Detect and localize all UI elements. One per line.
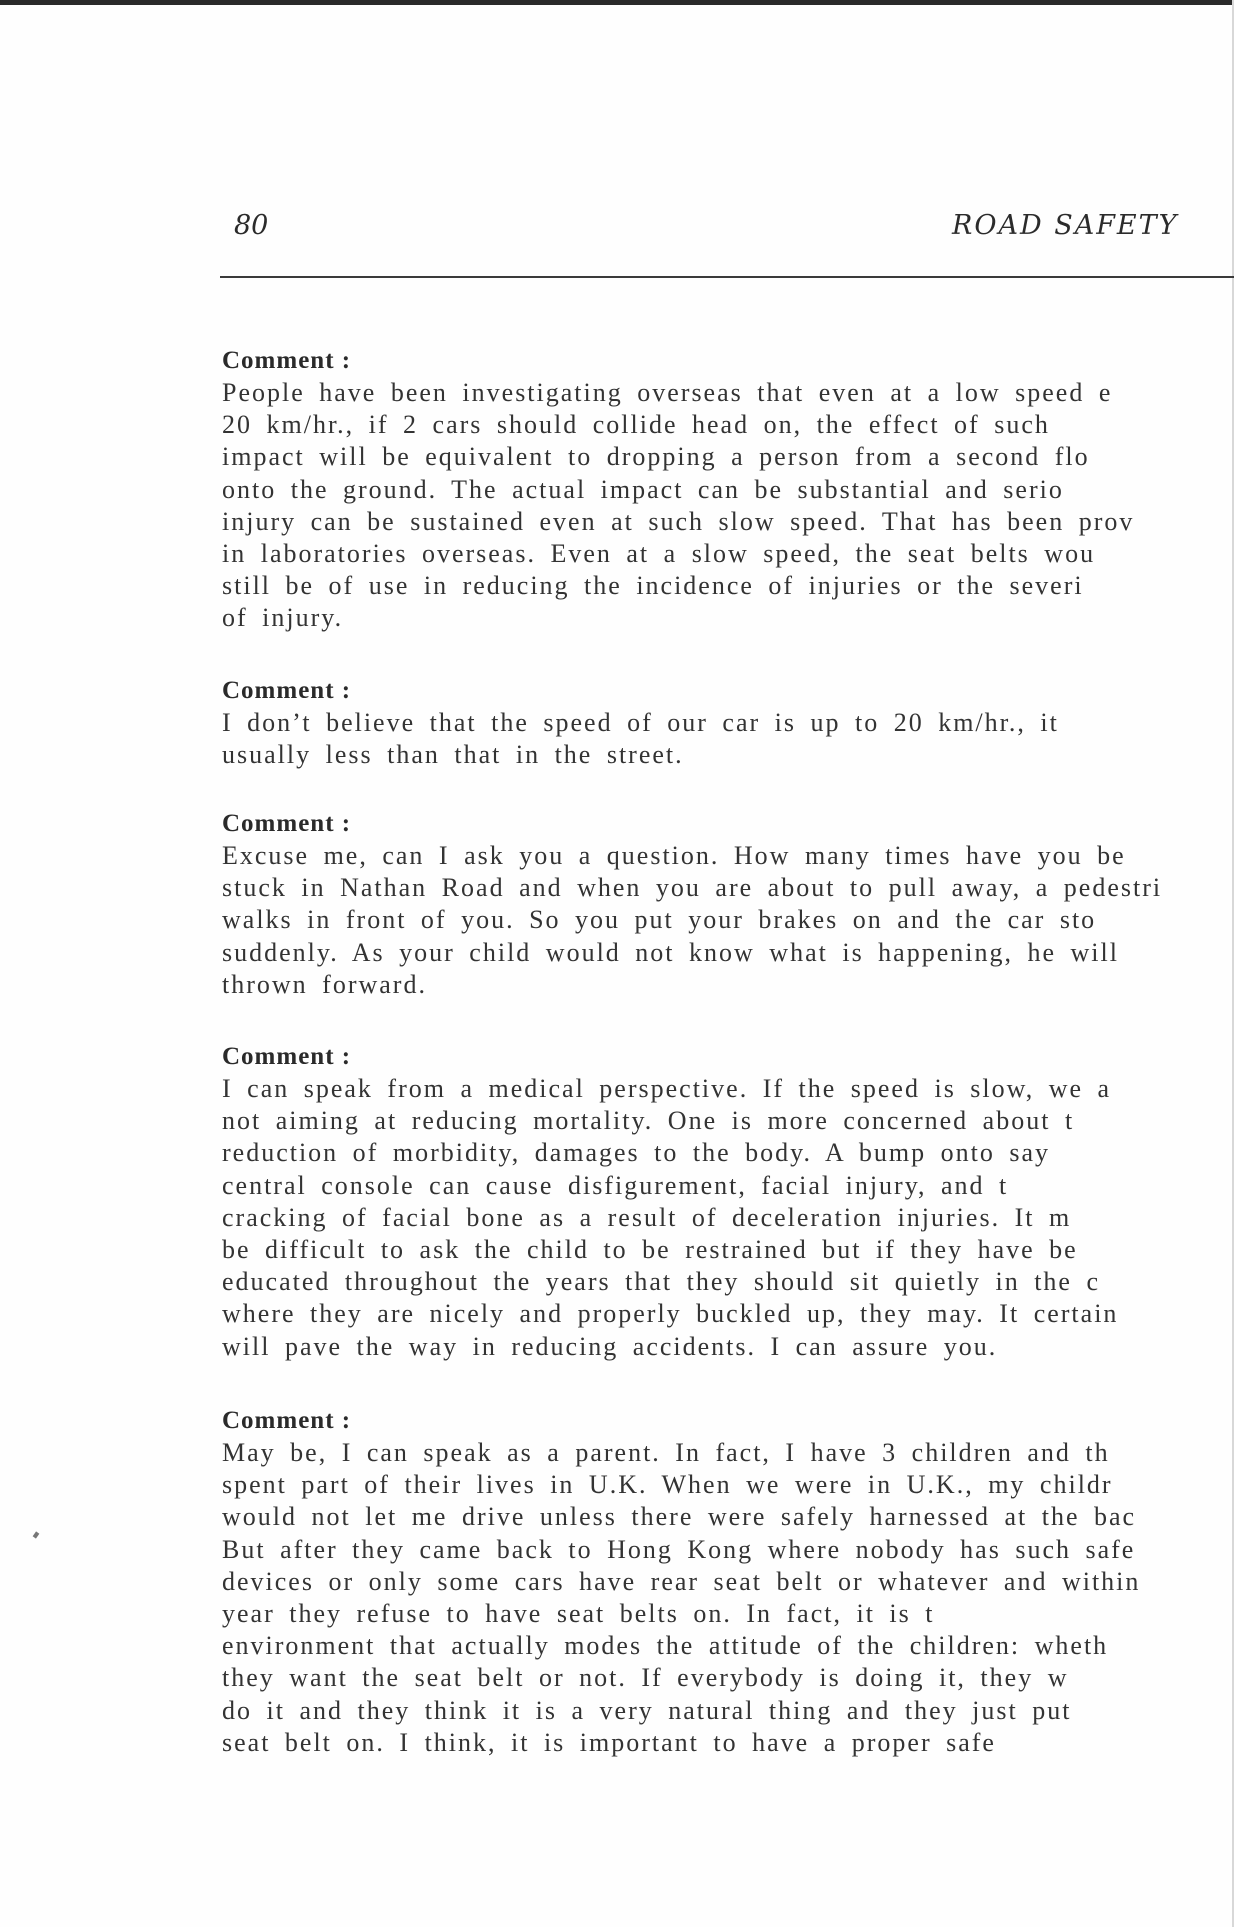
- comment-block: [222, 1041, 1234, 1363]
- running-title: ROAD SAFETY: [952, 210, 1179, 241]
- comment-heading: Comment :: [222, 1043, 352, 1070]
- text-line: devices or only some cars have rear seat belt or whatever and within: [222, 1566, 1141, 1596]
- text-line: reduction of morbidity, damages to the body. A bump onto say: [222, 1138, 1050, 1168]
- text-line: of injury.: [222, 603, 344, 633]
- text-line: seat belt on. I think, it is important to have a proper safe: [222, 1727, 996, 1757]
- text-line: onto the ground. The actual impact can be substantial and serio: [222, 474, 1064, 504]
- text-line: 20 km/hr., if 2 cars should collide head on, the effect of such: [222, 410, 1050, 440]
- comment-text: [222, 840, 1234, 1001]
- comment-block: [222, 1405, 1234, 1759]
- text-line: impact will be equivalent to dropping a person from a second flo: [222, 442, 1090, 472]
- comment-text: [222, 1437, 1234, 1759]
- text-line: stuck in Nathan Road and when you are about to pull away, a pedestri: [222, 873, 1163, 903]
- scan-speck: [33, 1531, 40, 1538]
- text-line: spent part of their lives in U.K. When we were in U.K., my childr: [222, 1470, 1113, 1500]
- text-line: Excuse me, can I ask you a question. How many times have you be: [222, 841, 1126, 870]
- comment-heading: Comment :: [222, 677, 352, 704]
- text-line: thrown forward.: [222, 969, 427, 999]
- text-line: central console can cause disfigurement, facial injury, and t: [222, 1170, 1009, 1200]
- text-line: I can speak from a medical perspective. If the speed is slow, we a: [222, 1074, 1112, 1103]
- text-line: they want the seat belt or not. If everybody is doing it, they w: [222, 1663, 1069, 1693]
- text-line: But after they came back to Hong Kong where nobody has such safe: [222, 1534, 1136, 1564]
- comment-heading: Comment :: [222, 347, 352, 374]
- text-line: usually less than that in the street.: [222, 740, 684, 770]
- scan-top-border: [0, 0, 1234, 5]
- text-line: People have been investigating overseas that even at a low speed e: [222, 378, 1113, 407]
- comment-text: [222, 1073, 1234, 1363]
- text-line: will pave the way in reducing accidents. I can assure you.: [222, 1331, 998, 1361]
- text-line: educated throughout the years that they should sit quietly in the c: [222, 1267, 1101, 1297]
- text-line: walks in front of you. So you put your brakes on and the car sto: [222, 905, 1097, 935]
- text-line: environment that actually modes the attitude of the children: wheth: [222, 1631, 1109, 1661]
- comment-block: [222, 808, 1234, 1001]
- text-line: where they are nicely and properly buckled up, they may. It certain: [222, 1299, 1119, 1329]
- comment-heading: Comment :: [222, 810, 352, 837]
- text-line: be difficult to ask the child to be restrained but if they have be: [222, 1235, 1078, 1265]
- comment-heading: Comment :: [222, 1407, 352, 1434]
- text-line: still be of use in reducing the incidence of injuries or the severi: [222, 571, 1084, 601]
- page-number: 80: [234, 210, 269, 241]
- text-line: in laboratories overseas. Even at a slow speed, the seat belts wou: [222, 539, 1096, 569]
- header-divider: [220, 276, 1234, 278]
- comment-text: [222, 707, 1234, 771]
- text-line: not aiming at reducing mortality. One is more concerned about t: [222, 1106, 1075, 1136]
- text-line: cracking of facial bone as a result of deceleration injuries. It m: [222, 1202, 1072, 1232]
- text-line: injury can be sustained even at such slow speed. That has been prov: [222, 506, 1135, 536]
- text-line: do it and they think it is a very natural thing and they just put: [222, 1695, 1072, 1725]
- text-line: would not let me drive unless there were safely harnessed at the bac: [222, 1502, 1137, 1532]
- text-line: I don’t believe that the speed of our car is up to 20 km/hr., it: [222, 708, 1059, 737]
- text-line: suddenly. As your child would not know what is happening, he will: [222, 937, 1119, 967]
- text-line: year they refuse to have seat belts on. In fact, it is t: [222, 1599, 935, 1629]
- text-line: May be, I can speak as a parent. In fact, I have 3 children and th: [222, 1438, 1110, 1467]
- comment-block: [222, 345, 1234, 635]
- comment-text: [222, 377, 1234, 635]
- comment-block: [222, 675, 1234, 771]
